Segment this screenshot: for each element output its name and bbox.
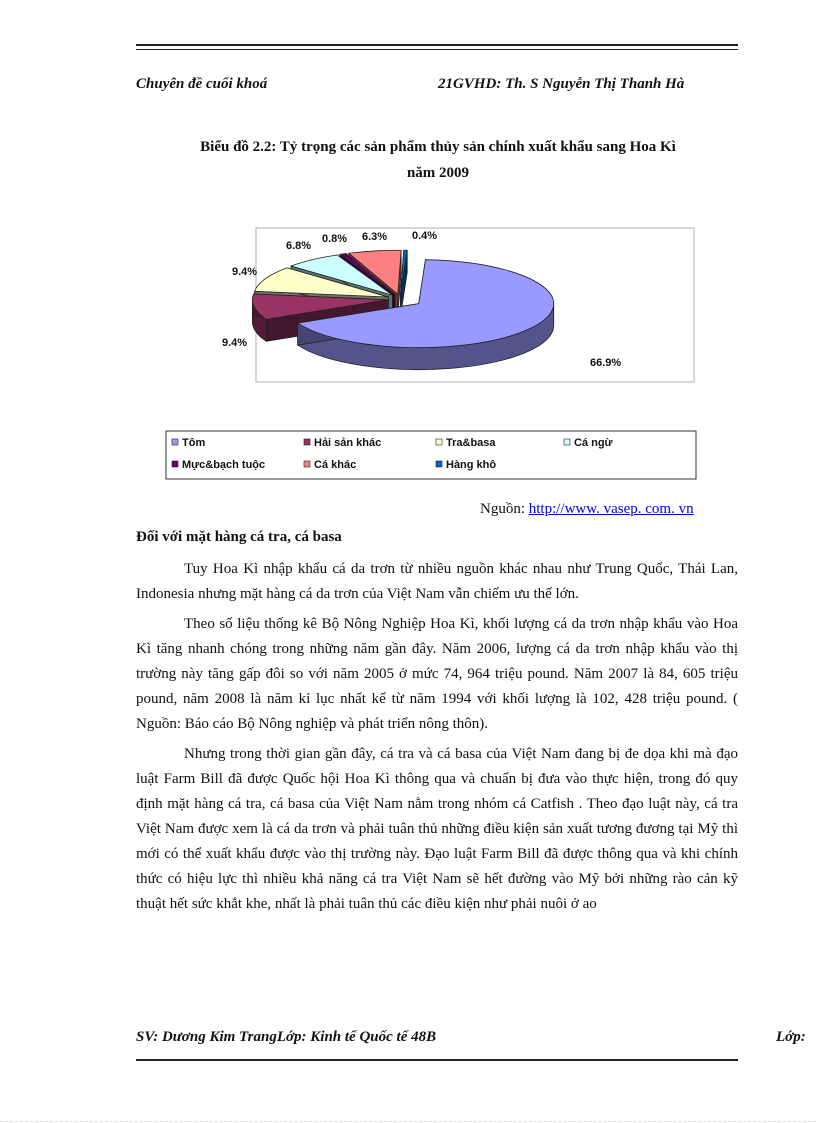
- footer-left: SV: Dương Kim TrangLớp: Kinh tế Quốc tế 48B: [136, 1029, 437, 1045]
- legend-swatch: [172, 461, 178, 467]
- paragraph: Theo số liệu thống kê Bộ Nông Nghiệp Hoa Kì, khối lượng cá da trơn nhập khẩu vào Hoa Kì tăng nhanh chóng trong những năm gần đây. Năm 2006, lượng cá da trơn nhập khẩu vào thị trường này tăng gấp đôi so với năm 2005 ở mức 74, 964 triệu pound. Năm 2007 là 84, 605 triệu pound, năm 2008 là năm kỉ lục nhất kể từ năm 1994 với khối lượng là 102, 428 triệu pound. ( Nguồn: Báo cáo Bộ Nông nghiệp và phát triển nông thôn).: [136, 616, 738, 732]
- legend-label: Cá ngừ: [574, 437, 613, 449]
- legend-swatch: [564, 439, 570, 445]
- source-link[interactable]: http://www. vasep. com. vn: [528, 501, 694, 517]
- paragraph: Nhưng trong thời gian gần đây, cá tra và cá basa của Việt Nam đang bị đe dọa khi mà đạo luật Farm Bill đã được Quốc hội Hoa Kì thông qua và chuẩn bị đưa vào thực hiện, trong đó quy định mặt hàng cá tra, cá basa của Việt Nam nằm trong nhóm cá Catfish . Theo đạo luật này, cá tra Việt Nam được xem là cá da trơn và phải tuân thủ những điều kiện sản xuất tương đương tại Mỹ thì mới có thể xuất khẩu được vào thị trường này. Đạo luật Farm Bill đã được thông qua và khi chính thức có hiệu lực thì nhiều khả năng cá tra Việt Nam sẽ hết đường vào Mỹ bởi những rào cản kỹ thuật hết sức khắt khe, nhất là phải tuân thủ các điều kiện như phải nuôi ở ao: [136, 746, 738, 912]
- page-edge: [0, 1121, 816, 1122]
- figure-title-line1: Biểu đồ 2.2: Tỷ trọng các sản phẩm thủy sản chính xuất khẩu sang Hoa Kì: [200, 139, 676, 155]
- data-label: 9.4%: [222, 337, 248, 349]
- legend-label: Hải sản khác: [314, 437, 382, 449]
- data-label: 66.9%: [590, 357, 622, 369]
- footer-rule: [136, 1059, 738, 1061]
- legend-swatch: [436, 461, 442, 467]
- figure-title-line2: năm 2009: [406, 165, 470, 181]
- data-label: 0.4%: [412, 230, 438, 242]
- data-label: 6.8%: [286, 240, 312, 252]
- data-label: 9.4%: [232, 266, 258, 278]
- body-text: [136, 557, 738, 922]
- footer-right: Lớp:: [776, 1029, 806, 1045]
- legend-label: Mực&bạch tuộc: [182, 459, 266, 471]
- legend-label: Cá khác: [314, 459, 357, 471]
- legend-label: Hàng khô: [446, 459, 497, 471]
- legend-swatch: [304, 439, 310, 445]
- paragraph: Tuy Hoa Kì nhập khẩu cá da trơn từ nhiều nguồn khác nhau như Trung Quốc, Thái Lan, Indonesia nhưng mặt hàng cá da trơn của Việt Nam vẫn chiếm ưu thế lớn.: [136, 561, 738, 602]
- data-label: 0.8%: [322, 233, 348, 245]
- legend-label: Tra&basa: [446, 437, 496, 449]
- header-left: Chuyên đề cuối khoá: [136, 76, 268, 92]
- page-footer: [136, 1029, 816, 1046]
- source-label: Nguồn:: [480, 501, 525, 517]
- legend-swatch: [436, 439, 442, 445]
- header-right: 21GVHD: Th. S Nguyễn Thị Thanh Hà: [438, 76, 685, 92]
- legend-label: Tôm: [182, 437, 206, 449]
- data-label: 6.3%: [362, 231, 388, 243]
- legend-swatch: [304, 461, 310, 467]
- section-heading: Đối với mặt hàng cá tra, cá basa: [136, 529, 342, 545]
- source-line: [480, 501, 694, 518]
- legend-box: [166, 431, 696, 479]
- pie-chart: [0, 0, 816, 500]
- legend-swatch: [172, 439, 178, 445]
